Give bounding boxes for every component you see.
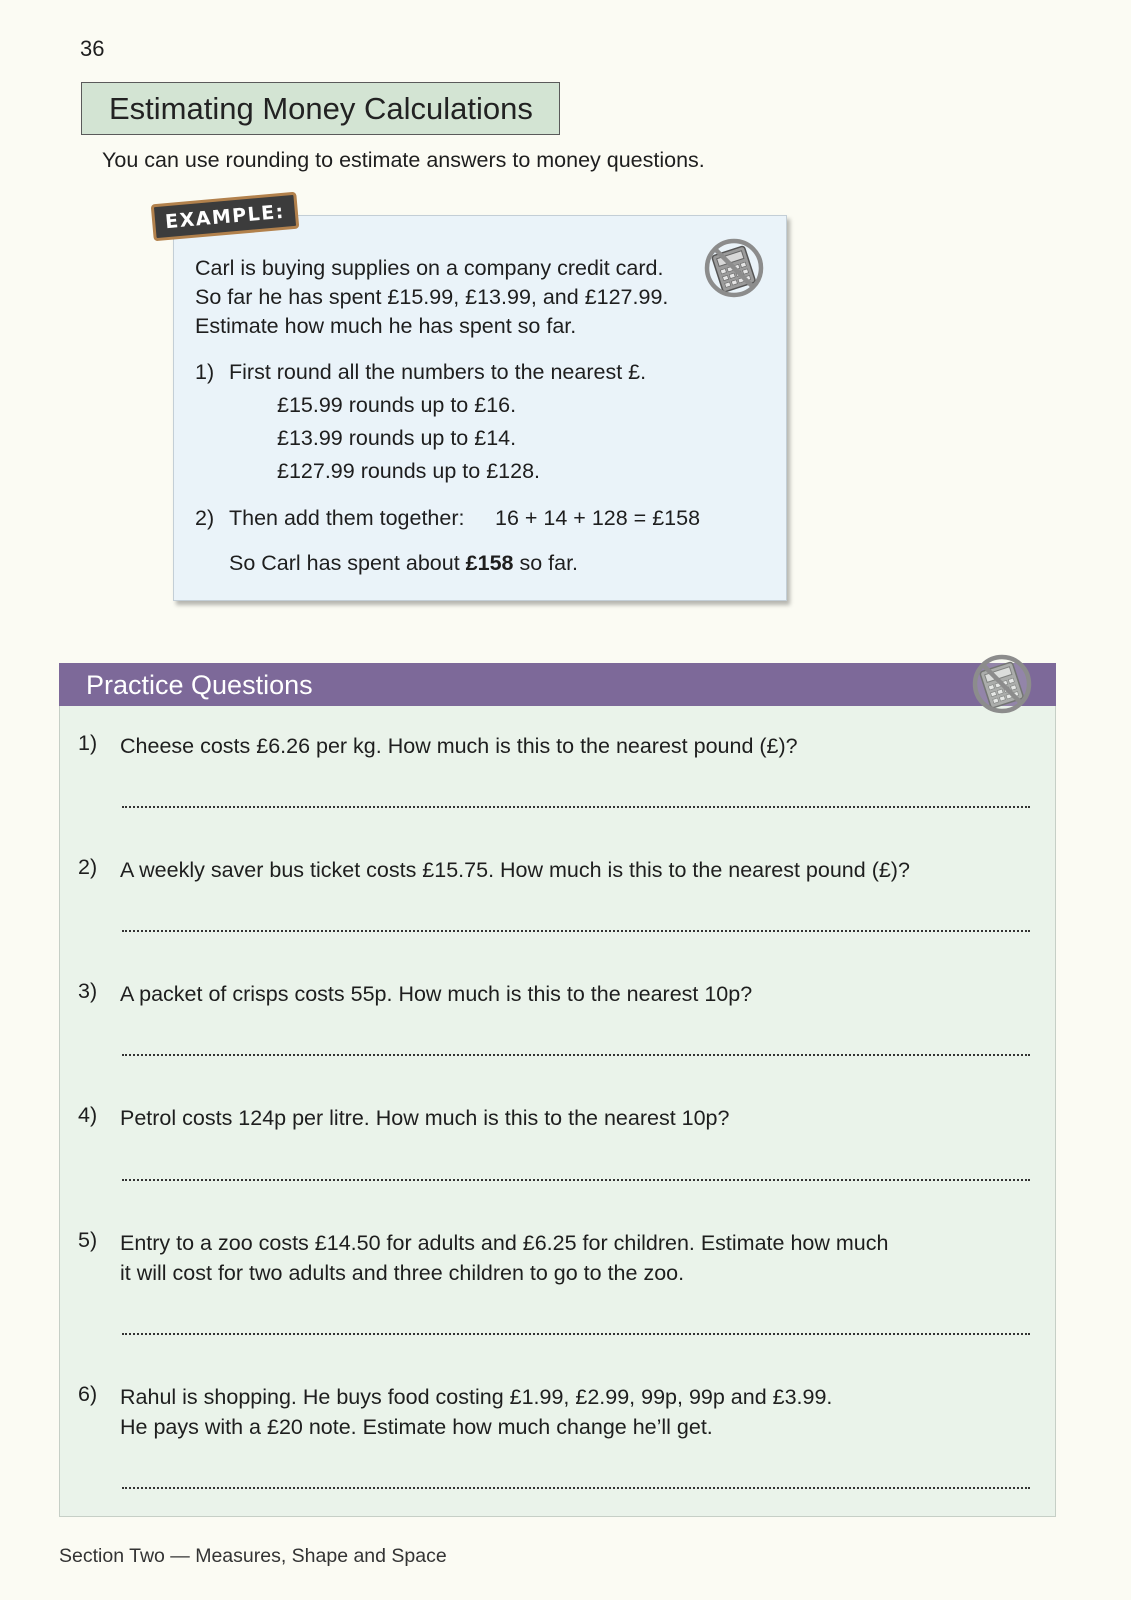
step-1-number: 1): [195, 360, 215, 384]
step-2-number: 2): [195, 506, 215, 530]
rounding-line: £127.99 rounds up to £128.: [277, 459, 540, 483]
question-text: Entry to a zoo costs £14.50 for adults and £6.25 for children. Estimate how much: [120, 1231, 889, 1255]
question-text: it will cost for two adults and three children to go to the zoo.: [120, 1261, 685, 1285]
answer-line[interactable]: [122, 930, 1030, 932]
question-text: He pays with a £20 note. Estimate how much change he’ll get.: [120, 1415, 713, 1439]
conclusion-answer: £158: [465, 551, 514, 575]
answer-line[interactable]: [122, 1487, 1030, 1489]
answer-line[interactable]: [122, 1179, 1030, 1181]
rounding-line: £13.99 rounds up to £14.: [277, 426, 517, 450]
example-problem-line: Estimate how much he has spent so far.: [195, 314, 577, 338]
question-number: 5): [78, 1228, 98, 1252]
question-text: Cheese costs £6.26 per kg. How much is this to the nearest pound (£)?: [120, 734, 798, 758]
page-number: 36: [80, 36, 105, 61]
step-1-text: First round all the numbers to the nearest £.: [229, 360, 647, 384]
question-number: 1): [78, 731, 98, 755]
question-text: Rahul is shopping. He buys food costing £1.99, £2.99, 99p, 99p and £3.99.: [120, 1385, 833, 1409]
example-problem-line: Carl is buying supplies on a company credit card.: [195, 256, 664, 280]
footer-section: Section Two — Measures, Shape and Space: [59, 1545, 447, 1567]
question-number: 6): [78, 1382, 98, 1406]
question-text: Petrol costs 124p per litre. How much is this to the nearest 10p?: [120, 1106, 730, 1130]
rounding-line: £15.99 rounds up to £16.: [277, 393, 517, 417]
question-text: A weekly saver bus ticket costs £15.75. How much is this to the nearest pound (£)?: [120, 858, 910, 882]
step-2-sum: 16 + 14 + 128 = £158: [495, 506, 701, 530]
question-text: A packet of crisps costs 55p. How much is this to the nearest 10p?: [120, 982, 753, 1006]
answer-line[interactable]: [122, 806, 1030, 808]
no-calculator-icon: [970, 652, 1034, 716]
answer-line[interactable]: [122, 1333, 1030, 1335]
example-problem-line: So far he has spent £15.99, £13.99, and £127.99.: [195, 285, 669, 309]
question-number: 3): [78, 979, 98, 1003]
page-title: Estimating Money Calculations: [81, 82, 560, 135]
question-number: 4): [78, 1103, 98, 1127]
answer-line[interactable]: [122, 1054, 1030, 1056]
example-tag: EXAMPLE:: [151, 192, 300, 242]
step-2-text: Then add them together:: [229, 506, 465, 530]
intro-text: You can use rounding to estimate answers to money questions.: [102, 148, 705, 172]
practice-header: Practice Questions: [59, 663, 1056, 706]
conclusion-text: So Carl has spent about: [229, 551, 466, 575]
example-conclusion: [229, 549, 578, 579]
conclusion-text-end: so far.: [513, 551, 579, 575]
question-number: 2): [78, 855, 98, 879]
no-calculator-icon: [702, 236, 766, 300]
